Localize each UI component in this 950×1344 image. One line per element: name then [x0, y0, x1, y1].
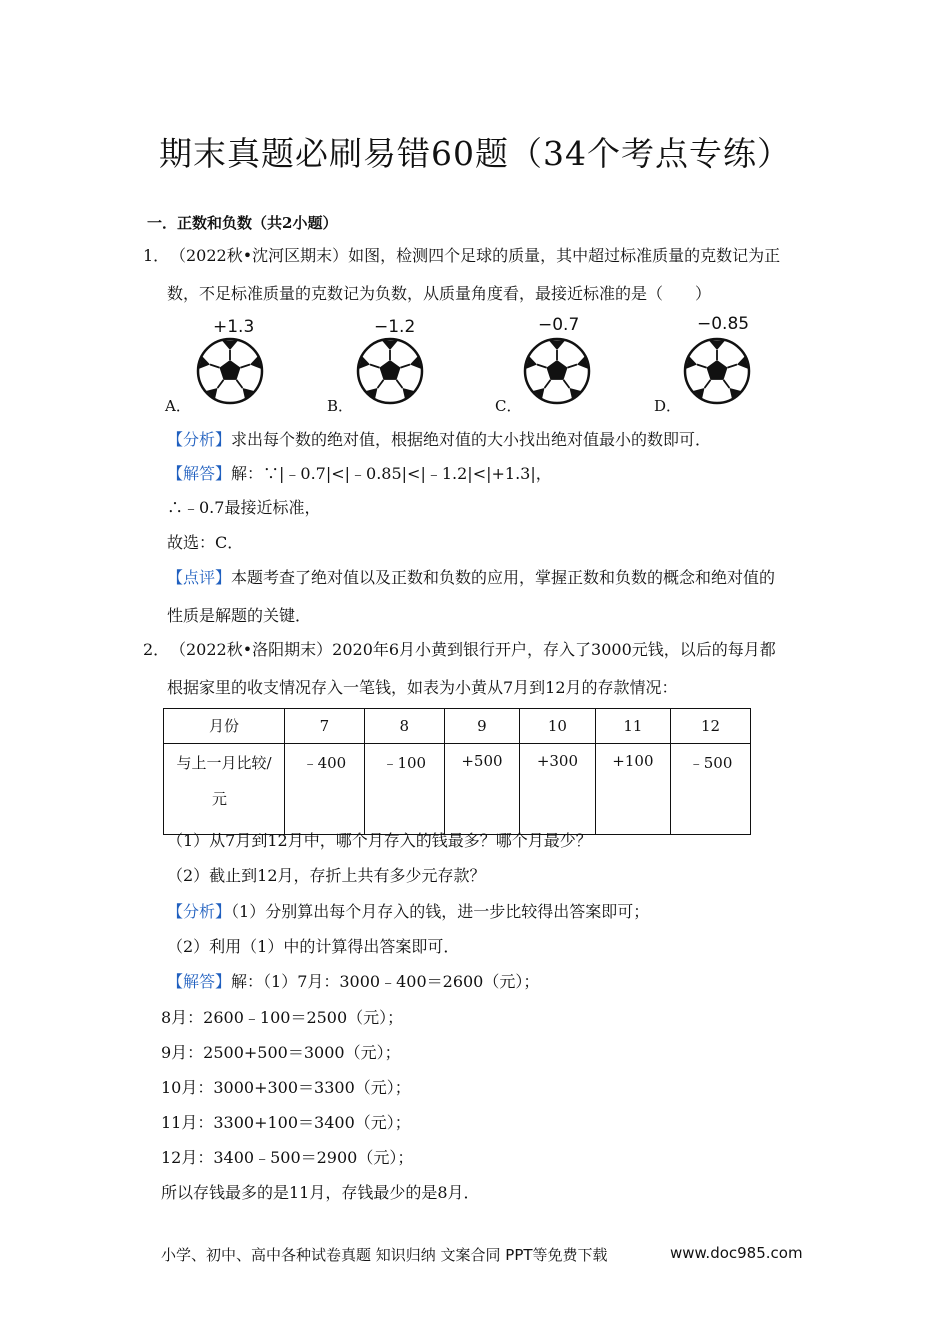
solution-text: 解：（1）7月：3000﹣400＝2600（元）；	[231, 972, 540, 991]
analysis-line: （2）利用（1）中的计算得出答案即可．	[167, 937, 460, 956]
table-row	[164, 744, 751, 835]
footer-text: 小学、初中、高中各种试卷真题 知识归纳 文案合同 PPT等免费下载	[161, 1246, 608, 1264]
question-stem: （2022秋•洛阳期末）2020年6月小黄到银行开户，存入了3000元钱，以后的每月都	[170, 640, 776, 659]
table-row	[164, 709, 751, 744]
question-stem: （2022秋•沈河区期末）如图，检测四个足球的质量，其中超过标准质量的克数记为正	[170, 246, 781, 265]
comment-line: 性质是解题的关键．	[167, 606, 312, 625]
solution-step: 12月：3400﹣500＝2900（元）；	[161, 1148, 414, 1167]
sub-question: （1）从7月到12月中，哪个月存入的钱最多？哪个月最少？	[167, 831, 592, 850]
option-value: −0.7	[538, 315, 580, 335]
solution-tag: 【解答】	[167, 972, 232, 991]
table-header-cell: 8	[364, 709, 444, 744]
option-value: −1.2	[374, 317, 416, 337]
table-cell: +300	[520, 744, 595, 835]
table-header-cell: 7	[285, 709, 365, 744]
soccer-ball-icon	[522, 336, 592, 406]
analysis-tag: 【分析】	[167, 902, 232, 921]
analysis-tag: 【分析】	[167, 430, 232, 449]
table-cell: +500	[444, 744, 519, 835]
soccer-ball-icon	[355, 336, 425, 406]
table-cell: +100	[595, 744, 670, 835]
page-title: 期末真题必刷易错60题（34个考点专练）	[159, 134, 791, 173]
option-label: C．	[495, 397, 522, 415]
solution-step: 11月：3300+100＝3400（元）；	[161, 1113, 411, 1132]
table-header-cell: 月份	[164, 709, 285, 744]
question-stem: 数，不足标准质量的克数记为负数，从质量角度看，最接近标准的是（ ）	[167, 284, 712, 303]
table-header-cell: 11	[595, 709, 670, 744]
solution-tag: 【解答】	[167, 464, 232, 483]
deposit-table	[163, 708, 751, 835]
option-label: B．	[327, 397, 354, 415]
sub-question: （2）截止到12月，存折上共有多少元存款？	[167, 866, 486, 885]
solution-step: 8月：2600﹣100＝2500（元）；	[161, 1008, 404, 1027]
option-label: D．	[654, 397, 682, 415]
choice-line: 故选：C．	[167, 533, 244, 552]
question-stem: 根据家里的收支情况存入一笔钱，如表为小黄从7月到12月的存款情况：	[167, 678, 678, 697]
analysis-line	[167, 902, 649, 922]
option-label: A．	[165, 397, 191, 415]
analysis-text: （1）分别算出每个月存入的钱，进一步比较得出答案即可；	[231, 902, 650, 921]
solution-step: 所以存钱最多的是11月，存钱最少的是8月．	[161, 1183, 480, 1202]
comment-line	[167, 568, 775, 588]
option-value: −0.85	[697, 314, 750, 334]
analysis-text: 求出每个数的绝对值，根据绝对值的大小找出绝对值最小的数即可．	[231, 430, 712, 449]
option-value: +1.3	[213, 317, 255, 337]
table-row-label	[164, 744, 285, 835]
solution-text: 解：∵|﹣0.7|<|﹣0.85|<|﹣1.2|<|+1.3|，	[231, 464, 552, 483]
table-header-cell: 9	[444, 709, 519, 744]
analysis-line	[167, 430, 711, 450]
comment-tag: 【点评】	[167, 568, 232, 587]
soccer-ball-icon	[195, 336, 265, 406]
question-number: 2．	[143, 640, 170, 659]
row-label-line: 元	[212, 790, 228, 808]
footer-link[interactable]: www.doc985.com	[670, 1244, 803, 1262]
solution-line	[167, 972, 539, 992]
solution-step: 9月：2500+500＝3000（元）；	[161, 1043, 401, 1062]
table-cell: ﹣400	[285, 744, 365, 835]
question-number: 1．	[143, 246, 170, 265]
table-cell: ﹣100	[364, 744, 444, 835]
table-header-cell: 10	[520, 709, 595, 744]
therefore-line: ∴﹣0.7最接近标准，	[167, 498, 321, 517]
solution-step: 10月：3000+300＝3300（元）；	[161, 1078, 411, 1097]
soccer-ball-icon	[682, 336, 752, 406]
row-label-line: 与上一月比较/	[176, 754, 272, 772]
solution-line	[167, 464, 552, 484]
section-heading: 一．正数和负数（共2小题）	[147, 214, 338, 232]
comment-text: 本题考查了绝对值以及正数和负数的应用，掌握正数和负数的概念和绝对值的	[231, 568, 776, 587]
table-cell: ﹣500	[671, 744, 751, 835]
table-header-cell: 12	[671, 709, 751, 744]
